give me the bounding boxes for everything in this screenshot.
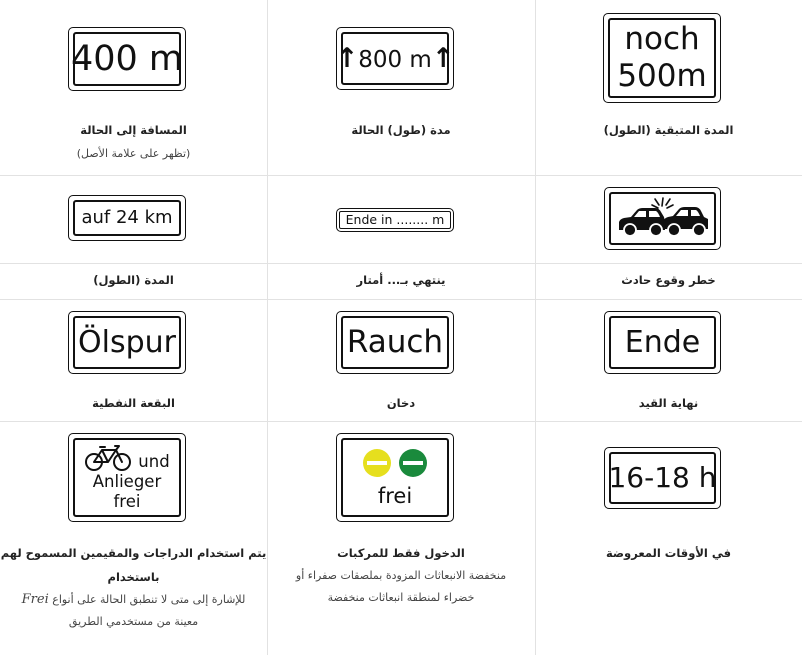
- sign-text: Rauch: [346, 324, 444, 360]
- sign-line: Anlieger: [92, 471, 162, 491]
- cell-label: المدة (الطول): [93, 273, 174, 287]
- sign-distance: 800 m: [358, 47, 432, 73]
- sign-text: 400 m: [70, 38, 184, 79]
- up-arrow-icon: ↑: [431, 43, 455, 74]
- sign-line: frei: [377, 484, 413, 508]
- sign-text: [617, 21, 706, 95]
- sign-text: [84, 444, 169, 512]
- sign-accident: [604, 187, 721, 250]
- cell-label: المسافة إلى الحالة: [80, 123, 187, 137]
- sign-text: auf 24 km: [81, 207, 173, 228]
- sign-line: und: [138, 451, 170, 471]
- sign-ende: [604, 311, 721, 374]
- cell-label: الدخول فقط للمركبات: [337, 546, 465, 560]
- cell-label: البقعة النفطية: [92, 396, 175, 410]
- bicycle-icon: [84, 444, 132, 472]
- grid-divider: [0, 263, 802, 264]
- sign-line: 500m: [617, 58, 707, 94]
- sign-text: Ölspur: [78, 324, 176, 360]
- cell-label: المدة المتبقية (الطول): [603, 123, 734, 137]
- sign-text: [336, 45, 455, 72]
- car-crash-icon: [615, 196, 711, 242]
- cell-label: في الأوقات المعروضة: [605, 546, 732, 560]
- sign-olspur: [68, 311, 186, 374]
- note-emphasis: Frei: [21, 592, 49, 607]
- sign-ende-in: [336, 208, 454, 232]
- sign-line: noch: [624, 21, 700, 57]
- cell-note: منخفضة الانبعاثات المزودة بملصقات صفراء أو خضراء لمنطقة انبعاثات منخفضة: [295, 569, 507, 604]
- sign-text: Ende in ........ m: [345, 211, 445, 227]
- yellow-sticker-icon: [362, 448, 392, 478]
- sign-text: 16-18 h: [608, 461, 717, 494]
- sign-auf-24km: [68, 195, 186, 241]
- sign-noch-500m: [603, 13, 721, 103]
- cell-note: للإشارة إلى متى لا تنطبق الحالة على أنواع Frei معينة من مستخدمي الطريق: [21, 592, 246, 628]
- green-sticker-icon: [398, 448, 428, 478]
- cell-note: (تظهر على علامة الأصل): [76, 147, 191, 160]
- cell-label: نهاية القيد: [638, 396, 699, 410]
- grid-divider: [0, 421, 802, 422]
- grid-divider: [0, 299, 802, 300]
- sign-text: Ende: [624, 324, 701, 360]
- sign-und-anlieger-frei: [68, 433, 186, 522]
- sign-green-zone-frei: [336, 433, 454, 522]
- sign-rauch: [336, 311, 454, 374]
- sign-400m: [68, 27, 186, 91]
- cell-label: ينتهي بـ... أمتار: [356, 273, 446, 287]
- cell-label: يتم استخدام الدراجات والمقيمين المسموح لهم باستخدام: [0, 546, 267, 584]
- cell-label: مدة (طول) الحالة: [351, 123, 451, 137]
- sign-line: frei: [113, 491, 141, 511]
- sign-text: [362, 448, 428, 507]
- cell-label: دخان: [386, 396, 416, 410]
- cell-label: خطر وقوع حادث: [621, 273, 716, 287]
- up-arrow-icon: ↑: [335, 43, 359, 74]
- sign-800m: [336, 27, 454, 90]
- grid-divider: [0, 175, 802, 176]
- sign-16-18h: [604, 447, 721, 509]
